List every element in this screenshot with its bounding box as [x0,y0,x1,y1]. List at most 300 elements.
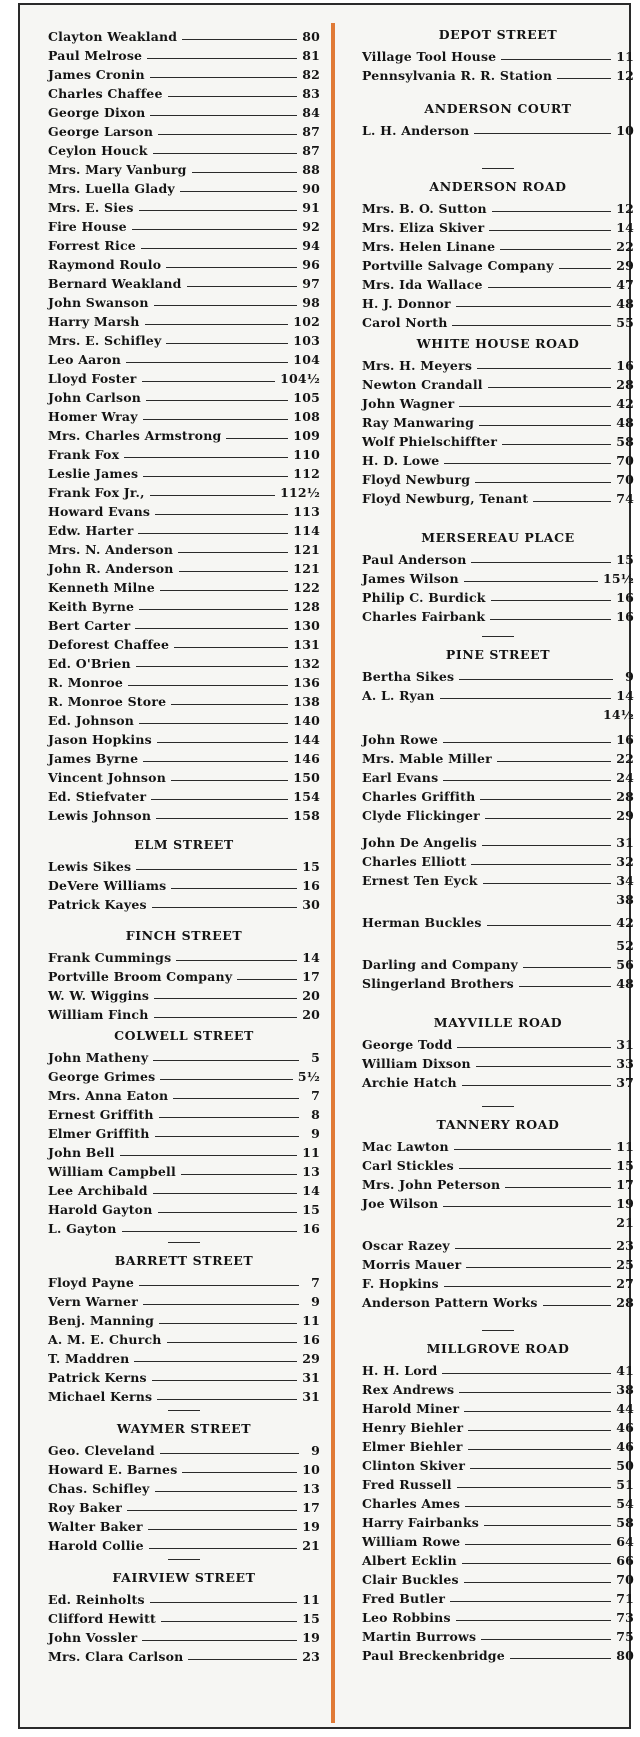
house-number: 16 [616,590,634,605]
spacer [48,1560,320,1568]
house-number: 29 [616,258,634,273]
directory-entry [48,367,320,386]
house-number: 12 [616,201,634,216]
dotted-leader [150,77,297,78]
house-number: 91 [302,200,320,215]
house-number: 108 [293,409,320,424]
resident-name: Ed. Reinholts [48,1592,145,1607]
resident-name: John Matheny [48,1050,149,1065]
house-number: 48 [616,415,634,430]
directory-entry [48,82,320,101]
spacer [362,1331,634,1339]
resident-name: Clinton Skiver [362,1458,466,1473]
house-number: 5½ [297,1069,320,1084]
resident-name: T. Maddren [48,1351,130,1366]
street-heading: TANNERY ROAD [436,1117,560,1132]
directory-entry [48,291,320,310]
house-number: 29 [302,1351,320,1366]
house-number: 15 [302,1611,320,1626]
house-number: 11 [616,49,634,64]
dotted-leader [488,387,611,388]
resident-name: H. H. Lord [362,1363,438,1378]
dotted-leader [153,153,298,154]
house-number: 131 [293,637,320,652]
dotted-leader [479,425,611,426]
dotted-leader [142,381,276,382]
directory-entry [48,1309,320,1328]
resident-name: Geo. Cleveland [48,1443,155,1458]
dotted-leader [176,960,297,961]
directory-entry [362,1549,634,1568]
dotted-leader [159,1117,299,1118]
directory-entry [362,684,634,703]
resident-name: L. H. Anderson [362,123,470,138]
house-number: 15 [616,552,634,567]
dotted-leader [471,562,611,563]
resident-name: Earl Evans [362,770,439,785]
dotted-leader [161,1621,297,1622]
directory-entry [362,273,634,292]
directory-entry [48,576,320,595]
directory-entry [362,449,634,468]
house-number: 97 [302,276,320,291]
dotted-leader [124,457,288,458]
house-number: 114 [293,523,320,538]
resident-name: Mrs. E. Sies [48,200,134,215]
resident-name: Ernest Ten Eyck [362,873,478,888]
house-number: 140 [293,713,320,728]
resident-name: Chas. Schifley [48,1481,150,1496]
house-number: 42 [616,396,634,411]
directory-entry [362,216,634,235]
house-number: 14 [302,1183,320,1198]
house-number: 9 [625,669,634,684]
dotted-leader [477,368,611,369]
resident-name: Henry Biehler [362,1420,464,1435]
dotted-leader [171,704,288,705]
resident-name: Clair Buckles [362,1572,459,1587]
resident-name: Mrs. Eliza Skiver [362,220,485,235]
directory-entry [362,747,634,766]
directory-entry [48,25,320,44]
resident-name: Leo Aaron [48,352,122,367]
dotted-leader [480,799,611,800]
house-number: 31 [302,1370,320,1385]
house-number: 16 [616,609,634,624]
resident-name: Patrick Kerns [48,1370,147,1385]
house-number: 122 [293,580,320,595]
dotted-leader [476,1066,611,1067]
house-number: 21 [302,1538,320,1553]
resident-name: H. D. Lowe [362,453,440,468]
dotted-leader [182,39,297,40]
resident-name: Forrest Rice [48,238,136,253]
directory-entry [48,1534,320,1553]
directory-entry [362,1234,634,1253]
house-number: 58 [616,1515,634,1530]
directory-entry [362,869,634,888]
dotted-leader [462,1085,611,1086]
dotted-leader [471,864,611,865]
dotted-leader [158,134,297,135]
dotted-leader [156,818,288,819]
resident-name: Howard Evans [48,504,151,519]
house-number: 51 [616,1477,634,1492]
dotted-leader [158,1212,298,1213]
dotted-leader [455,1248,611,1249]
house-number: 32 [616,854,634,869]
directory-entry [362,354,634,373]
dotted-leader [143,476,288,477]
directory-entry [362,888,634,907]
house-number: 13 [302,1164,320,1179]
directory-entry [362,1530,634,1549]
house-number: 10 [302,1462,320,1477]
dotted-leader [237,979,297,980]
house-number: 17 [302,1500,320,1515]
resident-name: John R. Anderson [48,561,174,576]
resident-name: A. M. E. Church [48,1332,162,1347]
house-number: 136 [293,675,320,690]
house-number: 28 [616,377,634,392]
house-number: 16 [302,1221,320,1236]
directory-entry [48,893,320,912]
house-number: 29 [616,808,634,823]
directory-entry [362,64,634,83]
dotted-leader [150,115,297,116]
directory-entry [48,1645,320,1664]
dotted-leader [143,1304,299,1305]
resident-name: Charles Ames [362,1496,461,1511]
house-number: 146 [293,751,320,766]
resident-name: R. Monroe Store [48,694,167,709]
spacer [362,991,634,1013]
dotted-leader [149,1548,297,1549]
directory-entry [362,1291,634,1310]
dotted-leader [136,869,297,870]
resident-name: Patrick Kayes [48,897,147,912]
dotted-leader [139,210,298,211]
dotted-leader [136,666,288,667]
resident-name: Raymond Roulo [48,257,162,272]
dotted-leader [178,552,288,553]
directory-entry [48,1626,320,1645]
house-number: 46 [616,1420,634,1435]
resident-name: William Rowe [362,1534,461,1549]
directory-entry [48,1385,320,1404]
dotted-leader [127,1510,297,1511]
house-number: 22 [616,239,634,254]
directory-entry [48,557,320,576]
resident-name: Bert Carter [48,618,131,633]
directory-entry [48,1141,320,1160]
directory-entry [362,804,634,823]
directory-entry [48,310,320,329]
directory-entry [48,1290,320,1309]
house-number: 33 [616,1056,634,1071]
house-number: 75 [616,1629,634,1644]
dotted-leader [128,685,288,686]
resident-name: Harold Collie [48,1538,144,1553]
resident-name: Charles Elliott [362,854,467,869]
resident-name: Herman Buckles [362,915,482,930]
house-number: 15 [302,859,320,874]
dotted-leader [132,229,297,230]
spacer [48,1243,320,1251]
house-number: 48 [616,976,634,991]
house-number: 13 [302,1481,320,1496]
directory-entry [362,953,634,972]
resident-name: A. L. Ryan [362,688,435,703]
dotted-leader [481,1639,611,1640]
directory-entry [362,766,634,785]
house-number: 22 [616,751,634,766]
dotted-leader [440,698,612,699]
dotted-leader [454,1149,611,1150]
resident-name: Mrs. Helen Linane [362,239,496,254]
dotted-leader [160,1079,292,1080]
resident-name: John De Angelis [362,835,477,850]
house-number: 15 [616,1158,634,1173]
house-number: 11 [302,1313,320,1328]
resident-name: Homer Wray [48,409,138,424]
dotted-leader [160,1453,299,1454]
directory-entry [48,1328,320,1347]
dotted-leader [492,211,611,212]
directory-entry [48,253,320,272]
dotted-leader [557,78,611,79]
house-number: 19 [302,1519,320,1534]
house-number: 87 [302,124,320,139]
house-number: 7 [311,1088,320,1103]
dotted-leader [153,1060,299,1061]
house-number: 130 [293,618,320,633]
directory-entry [48,120,320,139]
dotted-leader [497,761,611,762]
directory-entry [48,1366,320,1385]
resident-name: Rex Andrews [362,1382,455,1397]
dotted-leader [459,1168,611,1169]
directory-entry [362,972,634,991]
directory-entry [362,1173,634,1192]
house-number: 31 [616,835,634,850]
house-number: 121 [293,561,320,576]
house-number: 56 [616,957,634,972]
dotted-leader [148,1529,297,1530]
dotted-leader [139,1285,299,1286]
dotted-leader [468,1430,611,1431]
directory-entry [48,1103,320,1122]
directory-entry [48,671,320,690]
resident-name: Harry Fairbanks [362,1515,479,1530]
resident-name: Bertha Sikes [362,669,455,684]
street-heading: WHITE HOUSE ROAD [416,336,580,351]
directory-entry [362,45,634,64]
resident-name: Roy Baker [48,1500,123,1515]
house-number: 121 [293,542,320,557]
directory-entry [362,392,634,411]
directory-entry [48,215,320,234]
street-heading: DEPOT STREET [438,27,558,42]
directory-entry [48,424,320,443]
house-number: 20 [302,988,320,1003]
resident-name: Frank Cummings [48,950,172,965]
directory-entry [48,196,320,215]
resident-name: Leo Robbins [362,1610,451,1625]
directory-entry [362,254,634,273]
directory-entry [48,946,320,965]
resident-name: Village Tool House [362,49,497,64]
dotted-leader [138,533,288,534]
house-number: 16 [616,732,634,747]
street-heading: FINCH STREET [125,928,243,943]
directory-entry [362,487,634,506]
dotted-leader [166,343,288,344]
resident-name: Darling and Company [362,957,518,972]
directory-entry [48,139,320,158]
house-number: 110 [293,447,320,462]
directory-entry [362,1192,634,1211]
house-number: 132 [293,656,320,671]
dotted-leader [135,628,288,629]
street-heading: ANDERSON COURT [424,101,572,116]
dotted-leader [523,967,611,968]
resident-name: Kenneth Milne [48,580,155,595]
resident-name: Floyd Newburg, Tenant [362,491,529,506]
directory-entry [48,855,320,874]
dotted-leader [452,325,611,326]
house-number: 27 [616,1276,634,1291]
house-number: 47 [616,277,634,292]
house-number: 5 [311,1050,320,1065]
house-number: 104 [293,352,320,367]
directory-entry [48,158,320,177]
resident-name: Albert Ecklin [362,1553,457,1568]
resident-name: R. Monroe [48,675,124,690]
resident-name: Walter Baker [48,1519,143,1534]
resident-name: Howard E. Barnes [48,1462,178,1477]
house-number: 14 [616,688,634,703]
directory-entry [362,1644,634,1663]
street-heading: MERSEREAU PLACE [421,530,575,545]
resident-name: Charles Griffith [362,789,476,804]
dotted-leader [147,58,297,59]
house-number: 16 [302,878,320,893]
resident-name: Joe Wilson [362,1196,439,1211]
house-number: 19 [616,1196,634,1211]
resident-name: Mrs. Clara Carlson [48,1649,184,1664]
resident-name: Portville Broom Company [48,969,233,984]
directory-entry [362,703,634,722]
dotted-leader [166,267,297,268]
house-number: 14½ [602,707,634,722]
directory-entry [362,235,634,254]
house-number: 87 [302,143,320,158]
resident-name: Carol North [362,315,448,330]
spacer [48,912,320,926]
directory-entry [48,633,320,652]
directory-entry [48,1458,320,1477]
directory-entry [362,1454,634,1473]
house-number: 25 [616,1257,634,1272]
dotted-leader [505,1187,611,1188]
resident-name: Harold Miner [362,1401,460,1416]
resident-name: Philip C. Burdick [362,590,486,605]
house-number: 112½ [280,485,320,500]
house-number: 17 [616,1177,634,1192]
directory-entry [48,1271,320,1290]
column-divider [331,23,335,1723]
house-number: 80 [302,29,320,44]
resident-name: Paul Anderson [362,552,467,567]
dotted-leader [174,647,288,648]
resident-name: Vincent Johnson [48,770,166,785]
resident-name: Harry Marsh [48,314,140,329]
house-number: 9 [311,1294,320,1309]
dotted-leader [159,1323,297,1324]
street-heading: MILLGROVE ROAD [426,1341,570,1356]
house-number: 17 [302,969,320,984]
house-number: 80 [616,1648,634,1663]
directory-entry [48,101,320,120]
dotted-leader [464,1411,611,1412]
dotted-leader [180,191,297,192]
resident-name: Morris Mauer [362,1257,462,1272]
house-number: 104½ [280,371,320,386]
house-number: 9 [311,1443,320,1458]
dotted-leader [444,1286,611,1287]
directory-entry [362,850,634,869]
resident-name: W. W. Wiggins [48,988,150,1003]
directory-entry [362,586,634,605]
spacer [362,506,634,528]
house-number: 158 [293,808,320,823]
dotted-leader [543,1305,612,1306]
house-number: 154 [293,789,320,804]
resident-name: William Campbell [48,1164,176,1179]
house-number: 48 [616,296,634,311]
directory-entry [362,1253,634,1272]
house-number: 8 [311,1107,320,1122]
house-number: 81 [302,48,320,63]
directory-entry [362,665,634,684]
house-number: 102 [293,314,320,329]
resident-name: Clyde Flickinger [362,808,480,823]
dotted-leader [173,1098,299,1099]
resident-name: Ceylon Houck [48,143,148,158]
directory-entry [362,1052,634,1071]
resident-name: George Grimes [48,1069,156,1084]
directory-entry [48,1217,320,1236]
directory-entry [48,1122,320,1141]
directory-entry [362,605,634,624]
directory-entry [48,1439,320,1458]
directory-entry [362,1625,634,1644]
spacer [48,823,320,835]
house-number: 10 [616,123,634,138]
house-number: 150 [293,770,320,785]
house-number: 38 [616,892,634,907]
directory-entry [362,785,634,804]
resident-name: Frank Fox Jr., [48,485,145,500]
resident-name: Mrs. E. Schifley [48,333,162,348]
dotted-leader [464,581,598,582]
house-number: 70 [616,453,634,468]
directory-entry [48,690,320,709]
dotted-leader [143,761,288,762]
house-number: 82 [302,67,320,82]
dotted-leader [142,1640,297,1641]
